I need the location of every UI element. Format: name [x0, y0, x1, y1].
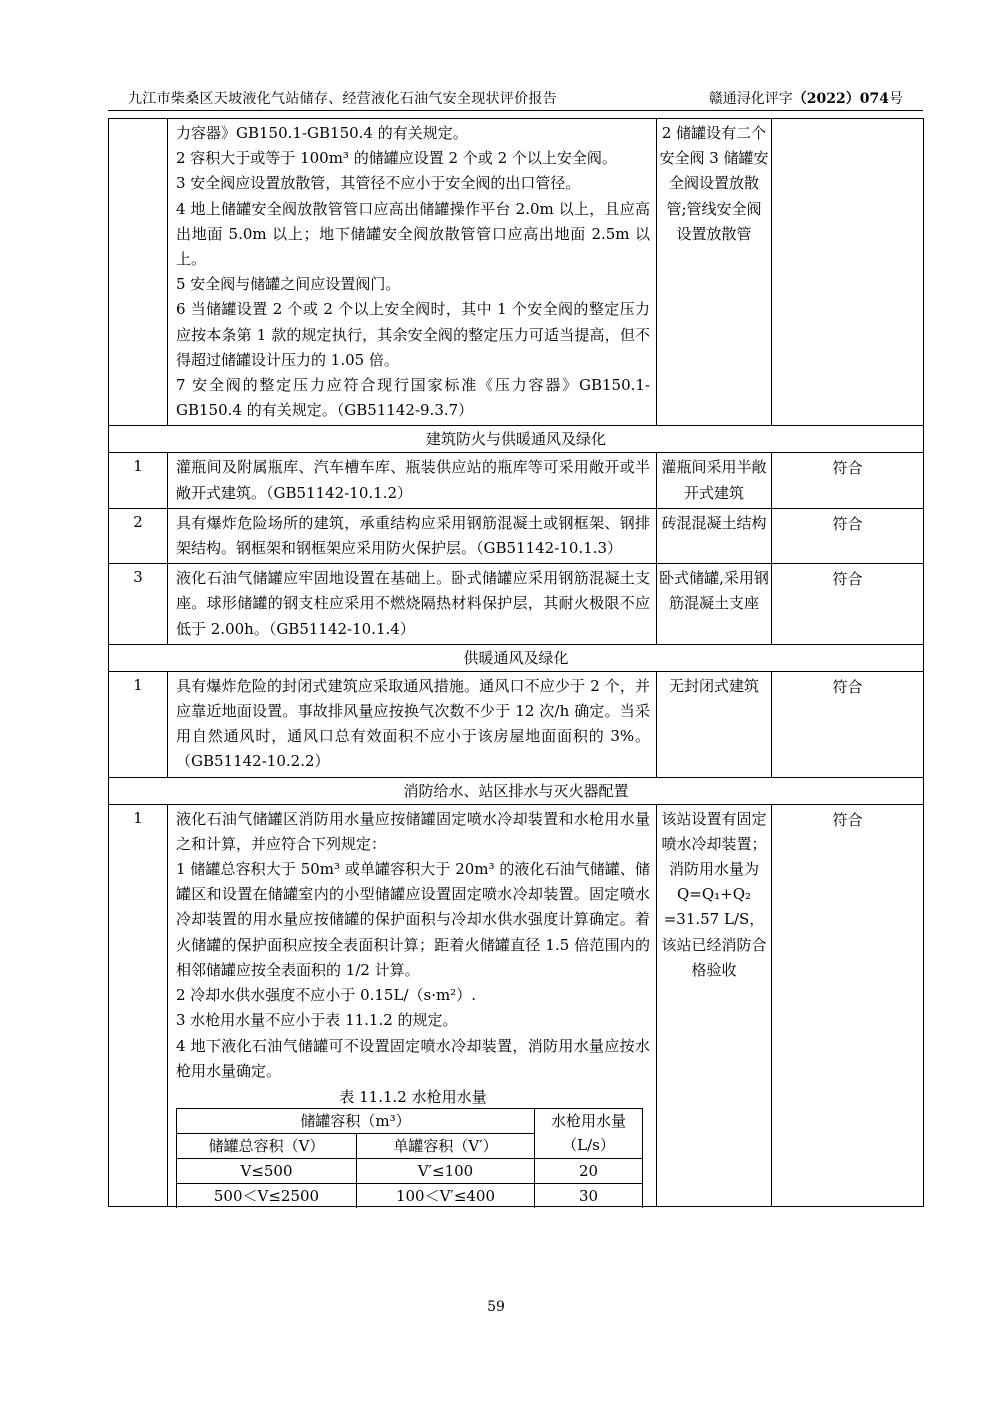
inner-table-row	[177, 1158, 643, 1183]
table-row	[109, 671, 924, 777]
item-result	[772, 119, 924, 426]
report-title: 九江市柴桑区天坡液化气站储存、经营液化石油气安全现状评价报告	[128, 91, 557, 107]
item-number: 1	[109, 453, 168, 508]
item-content: 液化石油气储罐区消防用水量应按储罐固定喷水冷却装置和水枪用水量之和计算，并应符合下列规定： 1 储罐总容积大于 50m³ 或单罐容积大于 20m³ 的液化石油气储罐、储罐区和设置在储罐室内的小型储罐应设置固定喷水冷却装置。固定喷水冷却装置的用水量应按储罐的保护面积与冷却水供水强度计算确定。着火储罐的保护面积应按全表面积计算；距着火储罐直径 1.5 倍范围内的相邻储罐应按全表面积的 1/2 计算。 2 冷却水供水强度不应小于 0.15L/（s·m²）. 3 水枪用水量不应小于表 11.1.2 的规定。 4 地下液化石油气储罐可不设置固定喷水冷却装置，消防用水量应按水枪用水量确定。 表 11.1.2 水枪用水量 储罐容积（m³） 水枪用水量（L/s） 储罐总容积（V） 单罐容积（V′） V≤500 V′≤100 20 500＜V≤2500 100＜V′≤400 30	[168, 804, 657, 1206]
item-number: 2	[109, 508, 168, 563]
report-number: 赣通浔化评字（2022）074号	[708, 91, 903, 107]
header-col3: 水枪用水量（L/s）	[535, 1108, 643, 1158]
item-number: 1	[109, 671, 168, 777]
header-group: 储罐容积（m³）	[177, 1108, 535, 1133]
item-content: 具有爆炸危险的封闭式建筑应采取通风措施。通风口不应少于 2 个，并应靠近地面设置。事故排风量应按换气次数不少于 12 次/h 确定。当采用自然通风时，通风口总有效面积不应小于该房屋地面面积的 3%。（GB51142-10.2.2）	[168, 671, 657, 777]
item-content: 力容器》GB150.1-GB150.4 的有关规定。 2 容积大于或等于 100m³ 的储罐应设置 2 个或 2 个以上安全阀。 3 安全阀应设置放散管，其管径不应小于安全阀的出口管径。 4 地上储罐安全阀放散管管口应高出储罐操作平台 2.0m 以上，且应高出地面 5.0m 以上；地下储罐安全阀放散管管口应高出地面 2.5m 以上。 5 安全阀与储罐之间应设置阀门。 6 当储罐设置 2 个或 2 个以上安全阀时，其中 1 个安全阀的整定压力应按本条第 1 款的规定执行，其余安全阀的整定压力可适当提高，但不得超过储罐设计压力的 1.05 倍。 7 安全阀的整定压力应符合现行国家标准《压力容器》GB150.1-GB150.4 的有关规定。（GB51142-9.3.7）	[168, 119, 657, 426]
cell: 500＜V≤2500	[177, 1183, 357, 1208]
item-result: 符合	[772, 804, 924, 1206]
item-result: 符合	[772, 508, 924, 563]
inner-table-header	[177, 1108, 643, 1133]
table-row	[109, 804, 924, 1206]
cell: V′≤100	[357, 1158, 535, 1183]
section-title: 建筑防火与供暖通风及绿化	[109, 426, 924, 453]
cell: 20	[535, 1158, 643, 1183]
page-number: 59	[487, 1299, 505, 1315]
table-row	[109, 564, 924, 645]
item-status: 2 储罐设有二个安全阀 3 储罐安全阀设置放散管;管线安全阀设置放散管	[657, 119, 772, 426]
item-content: 液化石油气储罐应牢固地设置在基础上。卧式储罐应采用钢筋混凝土支座。球形储罐的钢支柱应采用不燃烧隔热材料保护层，其耐火极限不应低于 2.00h。（GB51142-10.1.4）	[168, 564, 657, 645]
section-row	[109, 777, 924, 804]
item-status: 卧式储罐,采用钢筋混凝土支座	[657, 564, 772, 645]
item-result: 符合	[772, 671, 924, 777]
item-number: 1	[109, 804, 168, 1206]
cell: 30	[535, 1183, 643, 1208]
item-number	[109, 119, 168, 426]
header-col1: 储罐总容积（V）	[177, 1133, 357, 1158]
table-row	[109, 119, 924, 426]
item-result: 符合	[772, 453, 924, 508]
inner-table-row	[177, 1183, 643, 1208]
cell: V≤500	[177, 1158, 357, 1183]
item-status: 无封闭式建筑	[657, 671, 772, 777]
table-row	[109, 508, 924, 563]
section-title: 供暖通风及绿化	[109, 644, 924, 671]
page-header	[108, 84, 923, 111]
table-row	[109, 453, 924, 508]
item-content: 具有爆炸危险场所的建筑，承重结构应采用钢筋混凝土或钢框架、钢排架结构。钢框架和钢框架应采用防火保护层。（GB51142-10.1.3）	[168, 508, 657, 563]
inner-table-caption: 表 11.1.2 水枪用水量	[339, 1087, 487, 1106]
section-row	[109, 426, 924, 453]
item-content: 灌瓶间及附属瓶库、汽车槽车库、瓶装供应站的瓶库等可采用敞开或半敞开式建筑。（GB51142-10.1.2）	[168, 453, 657, 508]
item-result: 符合	[772, 564, 924, 645]
item-status: 灌瓶间采用半敞开式建筑	[657, 453, 772, 508]
item-status: 砖混混凝土结构	[657, 508, 772, 563]
item-number: 3	[109, 564, 168, 645]
cell: 100＜V′≤400	[357, 1183, 535, 1208]
section-title: 消防给水、站区排水与灭火器配置	[109, 777, 924, 804]
water-gun-table	[176, 1108, 643, 1208]
header-col2: 单罐容积（V′）	[357, 1133, 535, 1158]
checklist-table	[108, 118, 924, 1207]
section-row	[109, 644, 924, 671]
item-status: 该站设置有固定喷水冷却装置；消防用水量为 Q=Q₁+Q₂ =31.57 L/S，该站已经消防合格验收	[657, 804, 772, 1206]
